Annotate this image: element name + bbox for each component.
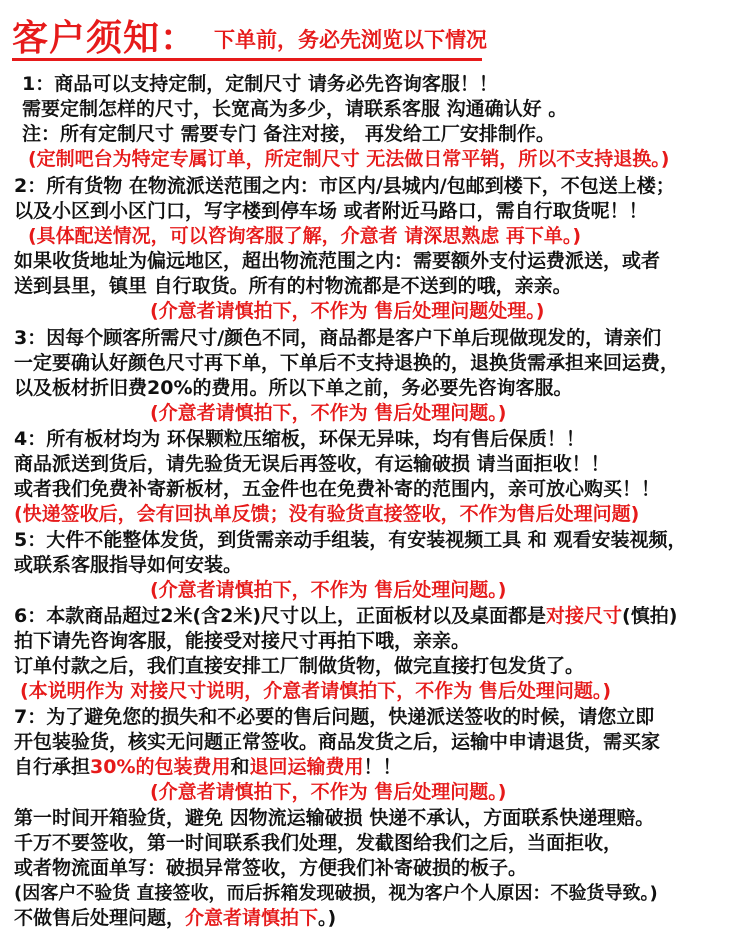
notice-title: 客户须知： (12, 18, 198, 59)
line-24: 订单付款之后，我们直接安排工厂制做货物，做完直接打包发货了。 (14, 655, 585, 677)
line-28-text-a: 自行承担 (14, 756, 91, 778)
line-16: 商品派送到货后，请先验货无误后再签收，有运输破损 请当面拒收！！ (14, 453, 610, 475)
line-34-text-b: 。) (318, 907, 337, 929)
line-31: 千万不要签收，第一时间联系我们处理，发截图给我们之后，当面拒收， (14, 832, 623, 854)
line-22 (14, 604, 677, 629)
line-22-text-a: 6：本款商品超过2米(含2米)尺寸以上，正面板材以及桌面都是 (14, 605, 547, 627)
line-7: (具体配送情况，可以咨询客服了解，介意者 请深思熟虑 再下单。) (28, 225, 582, 247)
line-21: (介意者请慎拍下，不作为 售后处理问题。) (150, 579, 507, 601)
line-28-highlight-b: 退回运输费用 (249, 756, 364, 778)
line-13: 以及板材折旧费20%的费用。所以下单之前，务必要先咨询客服。 (14, 377, 573, 399)
line-22-text-b: (慎拍) (622, 605, 678, 627)
line-20: 或联系客服指导如何安装。 (14, 554, 243, 576)
line-25: (本说明作为 对接尺寸说明，介意者请慎拍下，不作为 售后处理问题。) (20, 680, 612, 702)
line-18: (快递签收后，会有回执单反馈；没有验货直接签收，不作为售后处理问题) (14, 503, 640, 525)
line-5: 2：所有货物 在物流派送范围之内：市区内/县城内/包邮到楼下，不包送上楼； (14, 175, 675, 197)
line-10: (介意者请慎拍下，不作为 售后处理问题处理。) (150, 300, 545, 322)
line-22-highlight: 对接尺寸 (546, 605, 623, 627)
line-11: 3：因每个顾客所需尺寸/颜色不同，商品都是客户下单后现做现发的，请亲们 (14, 327, 662, 349)
line-34-text-a: 不做售后处理问题， (14, 907, 186, 929)
line-15: 4：所有板材均为 环保颗粒压缩板，环保无异味，均有售后保质！！ (14, 428, 585, 450)
line-4: (定制吧台为特定专属订单，所定制尺寸 无法做日常平销，所以不支持退换。) (28, 148, 670, 170)
line-34-highlight: 介意者请慎拍下 (185, 907, 319, 929)
line-26: 7：为了避免您的损失和不必要的售后问题，快递派送签收的时候，请您立即 (14, 706, 655, 728)
line-1: 1：商品可以支持定制，定制尺寸 请务必先咨询客服！！ (22, 73, 498, 95)
line-28-text-c: ！！ (363, 756, 402, 778)
line-34 (14, 906, 336, 931)
line-29: (介意者请慎拍下，不作为 售后处理问题。) (150, 781, 507, 803)
line-2: 需要定制怎样的尺寸，长宽高为多少，请联系客服 沟通确认好 。 (22, 98, 568, 120)
line-32: 或者物流面单写：破损异常签收，方便我们补寄破损的板子。 (14, 857, 528, 879)
line-9: 送到县里，镇里 自行取货。所有的村物流都是不送到的哦，亲亲。 (14, 275, 572, 297)
line-23: 拍下请先咨询客服，能接受对接尺寸再拍下哦，亲亲。 (14, 630, 471, 652)
line-28-text-b: 和 (230, 756, 250, 778)
line-19: 5：大件不能整体发货，到货需亲动手组装，有安装视频工具 和 观看安装视频， (14, 529, 687, 551)
line-8: 如果收货地址为偏远地区，超出物流范围之内：需要额外支付运费派送，或者 (14, 250, 661, 272)
line-33: (因客户不验货 直接签收，而后拆箱发现破损，视为客户个人原因：不验货导致。) (14, 883, 658, 904)
line-28-highlight-a: 30%的包装费用 (90, 756, 231, 778)
line-28 (14, 755, 402, 780)
line-14: (介意者请慎拍下，不作为 售后处理问题。) (150, 402, 507, 424)
line-3: 注：所有定制尺寸 需要专门 备注对接， 再发给工厂安排制作。 (22, 123, 555, 145)
line-6: 以及小区到小区门口，写字楼到停车场 或者附近马路口，需自行取货呢！！ (14, 200, 648, 222)
notice-subtitle: 下单前，务必先浏览以下情况 (214, 28, 487, 52)
notice-header (12, 6, 487, 61)
line-30: 第一时间开箱验货，避免 因物流运输破损 快递不承认，方面联系快递理赔。 (14, 807, 655, 829)
line-12: 一定要确认好颜色尺寸再下单，下单后不支持退换的，退换货需承担来回运费， (14, 352, 680, 374)
line-17: 或者我们免费补寄新板材，五金件也在免费补寄的范围内，亲可放心购买！！ (14, 478, 661, 500)
line-27: 开包装验货，核实无问题正常签收。商品发货之后，运输中申请退货，需买家 (14, 731, 661, 753)
